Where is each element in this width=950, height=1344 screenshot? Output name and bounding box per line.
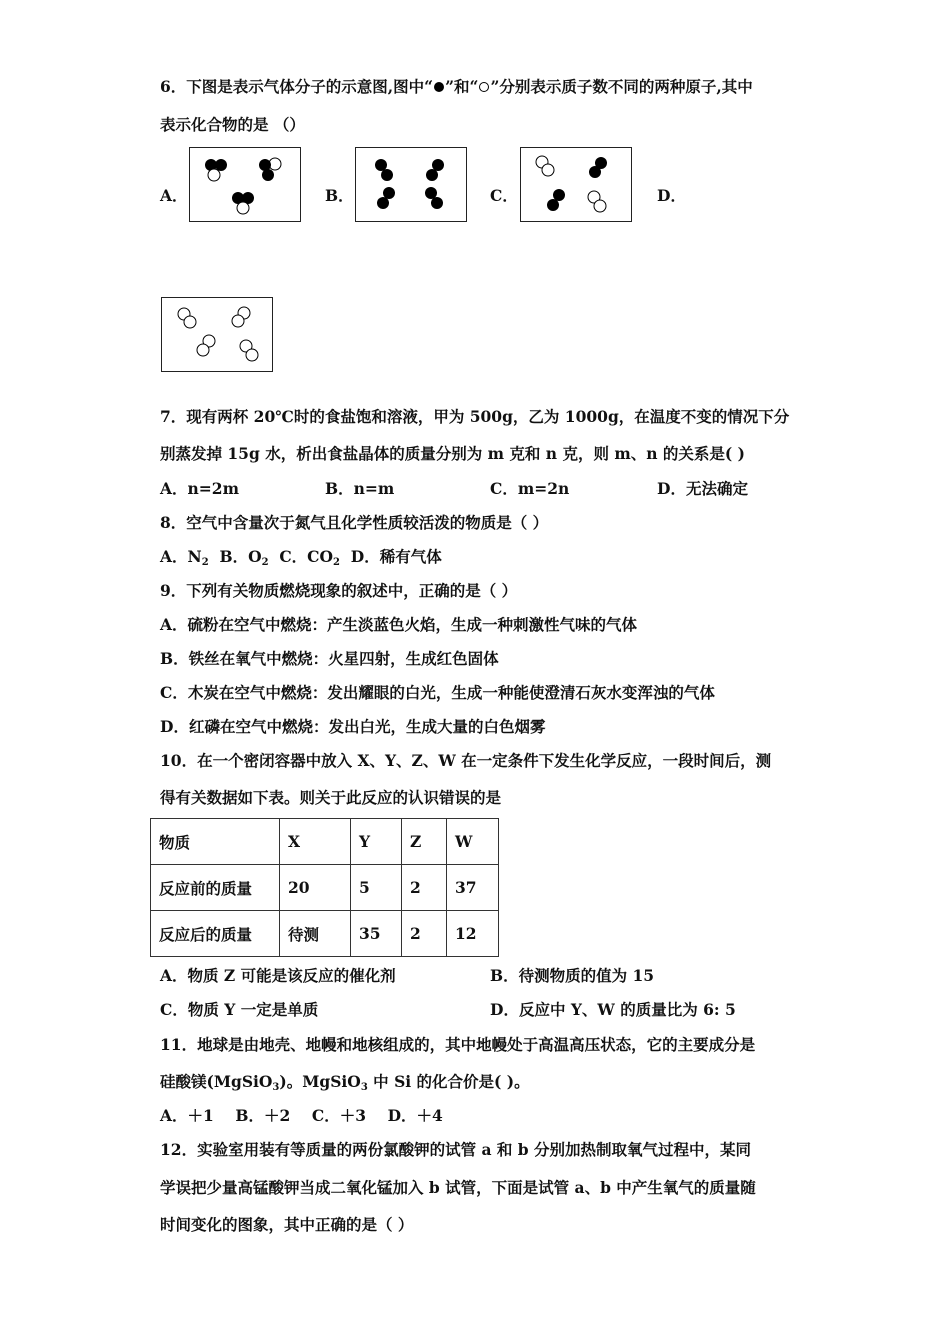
table-cell: 物质	[151, 819, 280, 865]
table-cell: 2	[402, 865, 447, 911]
q9-option-d: D．红磷在空气中燃烧：发出白光，生成大量的白色烟雾	[160, 717, 546, 736]
q7-option-d: D．无法确定	[657, 479, 748, 498]
table-cell: 20	[280, 865, 351, 911]
q6-option-b-label: B．	[325, 186, 354, 205]
black-atom-icon	[433, 81, 445, 93]
table-cell: Y	[351, 819, 402, 865]
q11-line1: 11．地球是由地壳、地幔和地核组成的，其中地幔处于高温高压状态，它的主要成分是	[160, 1035, 756, 1054]
q10-line1: 10．在一个密闭容器中放入 X、Y、Z、W 在一定条件下发生化学反应，一段时间后，测	[160, 751, 772, 770]
q9-option-b: B．铁丝在氧气中燃烧：火星四射，生成红色固体	[160, 649, 499, 668]
table-cell: 反应后的质量	[151, 911, 280, 957]
table-cell: 待测	[280, 911, 351, 957]
table-cell: 2	[402, 911, 447, 957]
q6-option-d-label: D．	[657, 186, 686, 205]
q11-options: A．＋1 B．＋2 C．＋3 D．＋4	[160, 1106, 443, 1125]
q6-option-a-diagram	[189, 147, 301, 222]
q10-option-b: B．待测物质的值为 15	[490, 966, 655, 985]
table-row	[151, 865, 499, 911]
table-cell: 35	[351, 911, 402, 957]
table-cell: Z	[402, 819, 447, 865]
q7-option-a: A．n=2m	[160, 479, 239, 498]
q6-option-d-diagram	[161, 297, 273, 372]
q8-line1: 8．空气中含量次于氮气且化学性质较活泼的物质是（ ）	[160, 513, 549, 532]
table-cell: 37	[447, 865, 499, 911]
white-atom-icon	[478, 81, 490, 93]
q6-option-b-diagram	[355, 147, 467, 222]
q7-option-b: B．n=m	[325, 479, 395, 498]
q7-line1: 7．现有两杯 20℃时的食盐饱和溶液，甲为 500g，乙为 1000g，在温度不变的情况下分	[160, 407, 790, 426]
q9-line1: 9．下列有关物质燃烧现象的叙述中，正确的是（ ）	[160, 581, 518, 600]
q6-option-a-label: A．	[160, 186, 188, 205]
table-row	[151, 911, 499, 957]
q12-line2: 学误把少量高锰酸钾当成二氧化锰加入 b 试管，下面是试管 a、b 中产生氧气的质量随	[160, 1178, 756, 1197]
table-cell: W	[447, 819, 499, 865]
q8-options: A．$N_2$ B．$O_2$ C．$CO_2$ D．稀有气体	[160, 547, 442, 568]
q10-option-a: A．物质 Z 可能是该反应的催化剂	[160, 966, 396, 985]
q10-line2: 得有关数据如下表。则关于此反应的认识错误的是	[160, 788, 502, 807]
q10-option-d: D．反应中 Y、W 的质量比为 6: 5	[490, 1000, 736, 1019]
q10-data-table	[150, 818, 499, 957]
q12-line1: 12．实验室用装有等质量的两份氯酸钾的试管 a 和 b 分别加热制取氧气过程中，某同	[160, 1140, 752, 1159]
q9-option-a: A．硫粉在空气中燃烧：产生淡蓝色火焰，生成一种刺激性气味的气体	[160, 615, 638, 634]
q9-option-c: C．木炭在空气中燃烧：发出耀眼的白光，生成一种能使澄清石灰水变浑浊的气体	[160, 683, 715, 702]
q11-line2: 硅酸镁(MgSiO$_3$)。MgSiO$_3$ 中 Si 的化合价是( )。	[160, 1072, 530, 1093]
table-cell: X	[280, 819, 351, 865]
table-cell: 反应前的质量	[151, 865, 280, 911]
table-row	[151, 819, 499, 865]
q6-line2: 表示化合物的是 （）	[160, 115, 305, 134]
q12-line3: 时间变化的图象，其中正确的是（ ）	[160, 1215, 414, 1234]
q10-option-c: C．物质 Y 一定是单质	[160, 1000, 319, 1019]
q7-option-c: C．m=2n	[490, 479, 570, 498]
q6-option-c-label: C．	[490, 186, 518, 205]
q7-line2: 别蒸发掉 15g 水，析出食盐晶体的质量分别为 m 克和 n 克，则 m、n 的关系是( )	[160, 444, 745, 463]
table-cell: 5	[351, 865, 402, 911]
q6-line1: 6．下图是表示气体分子的示意图,图中“ ”和“ ”分别表示质子数不同的两种原子,其中	[160, 77, 753, 96]
q6-option-c-diagram	[520, 147, 632, 222]
table-cell: 12	[447, 911, 499, 957]
